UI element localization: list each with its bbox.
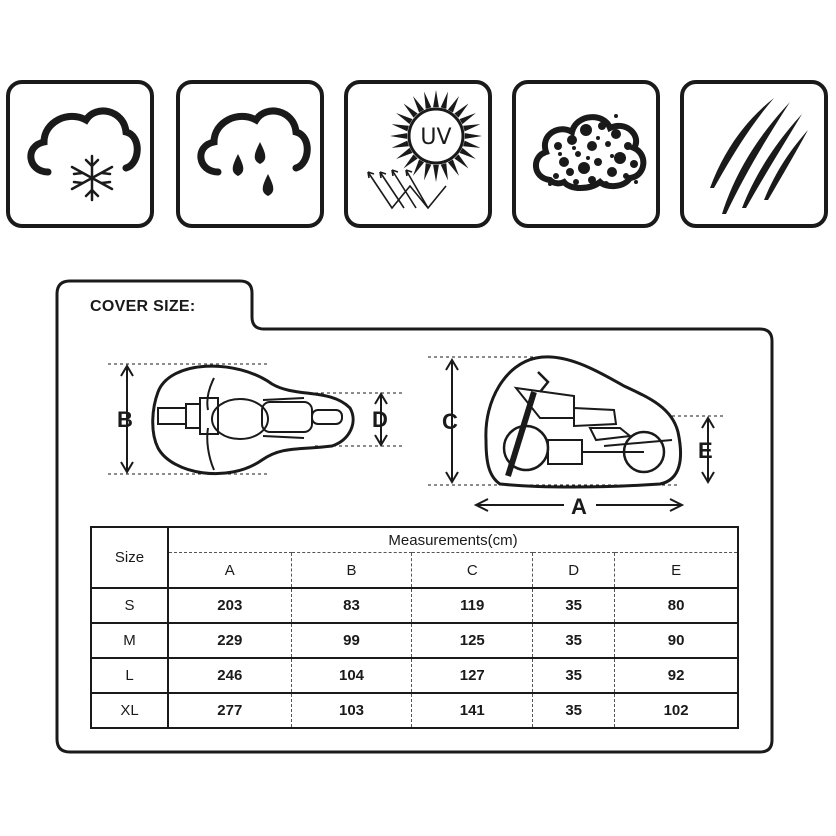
column-header-b: B [291, 553, 412, 589]
cell-a: 277 [168, 693, 291, 728]
table-row [91, 588, 738, 623]
cell-c: 141 [412, 693, 533, 728]
cell-a: 246 [168, 658, 291, 693]
column-header-a: A [168, 553, 291, 589]
cell-c: 125 [412, 623, 533, 658]
cover-size-title: COVER SIZE: [90, 298, 196, 315]
cell-b: 104 [291, 658, 412, 693]
row-size: XL [91, 693, 168, 728]
cell-b: 103 [291, 693, 412, 728]
cell-d: 35 [533, 588, 615, 623]
table-row [91, 623, 738, 658]
column-header-d: D [533, 553, 615, 589]
row-size: S [91, 588, 168, 623]
dim-label-e: E [698, 438, 713, 463]
cell-b: 83 [291, 588, 412, 623]
table-row [91, 693, 738, 728]
cell-d: 35 [533, 623, 615, 658]
table-row [91, 658, 738, 693]
cell-e: 80 [615, 588, 738, 623]
side-view-diagram [428, 357, 724, 511]
cell-c: 127 [412, 658, 533, 693]
dim-label-a: A [571, 494, 587, 519]
cell-a: 203 [168, 588, 291, 623]
dim-label-b: B [117, 407, 133, 432]
column-letters-row [91, 553, 738, 589]
cell-d: 35 [533, 658, 615, 693]
cell-e: 102 [615, 693, 738, 728]
row-size: M [91, 623, 168, 658]
uv-text: UV [420, 125, 452, 150]
dim-label-d: D [372, 407, 388, 432]
cell-c: 119 [412, 588, 533, 623]
row-size: L [91, 658, 168, 693]
cell-e: 90 [615, 623, 738, 658]
cell-e: 92 [615, 658, 738, 693]
size-column-header: Size [91, 527, 168, 588]
dim-label-c: C [442, 409, 458, 434]
size-table [90, 526, 739, 729]
column-header-e: E [615, 553, 738, 589]
cell-a: 229 [168, 623, 291, 658]
measurements-header: Measurements(cm) [388, 531, 518, 549]
top-view-diagram [108, 364, 402, 474]
cell-d: 35 [533, 693, 615, 728]
table-header-row [91, 527, 738, 553]
cell-b: 99 [291, 623, 412, 658]
column-header-c: C [412, 553, 533, 589]
